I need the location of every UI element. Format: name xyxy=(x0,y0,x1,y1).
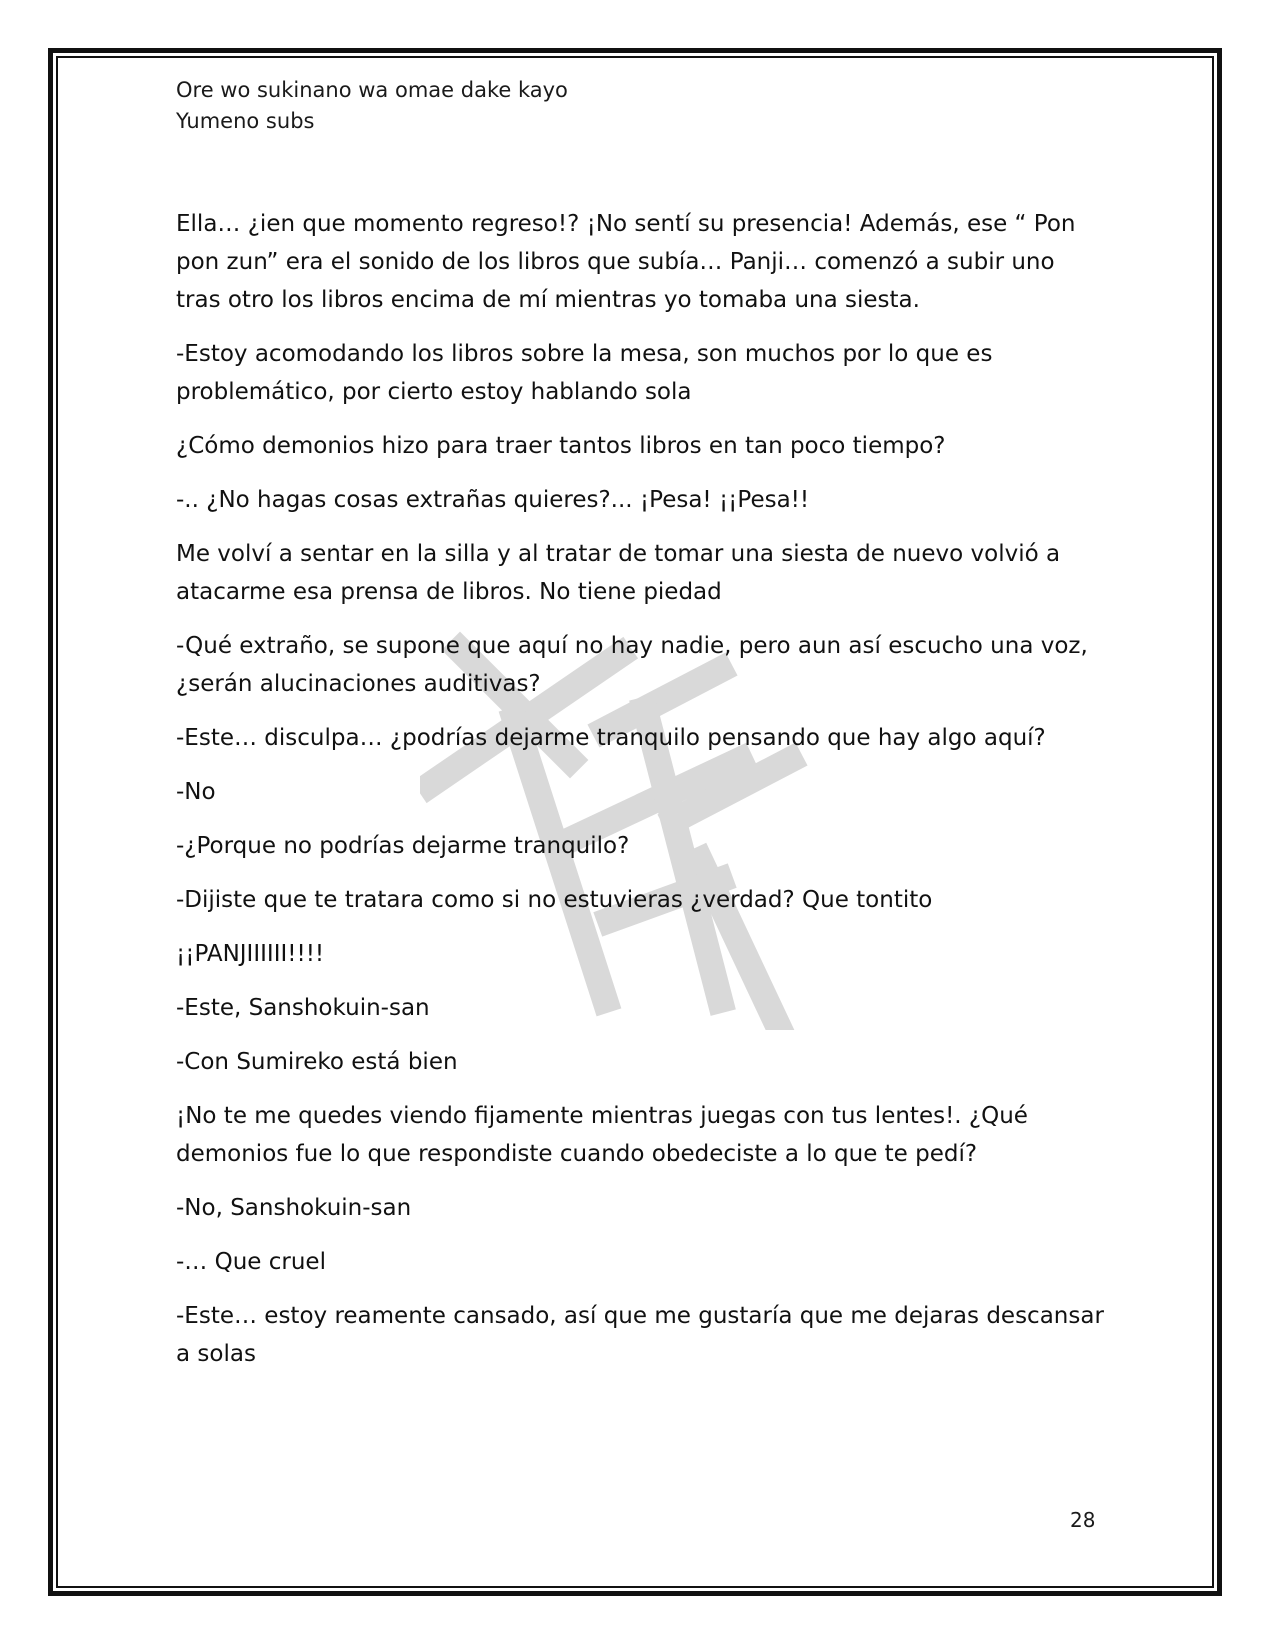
paragraph: -No, Sanshokuin-san xyxy=(176,1195,412,1221)
paragraph: ¡No te me quedes viendo fijamente mientras juegas con tus lentes!. ¿Qué demonios fue lo que respondiste cuando obedeciste a lo que te pedí? xyxy=(176,1103,1028,1167)
page-number: 28 xyxy=(1070,1508,1096,1532)
page-header xyxy=(176,75,568,137)
document-body xyxy=(176,205,1106,1389)
paragraph: Ella… ¿ien que momento regreso!? ¡No sentí su presencia! Además, ese “ Pon pon zun” era el sonido de los libros que subía… Panji… comenzó a subir uno tras otro los libros encima de mí mientras yo tomaba una siesta. xyxy=(176,211,1076,313)
paragraph: -Este, Sanshokuin-san xyxy=(176,995,430,1021)
paragraph: -… Que cruel xyxy=(176,1249,326,1275)
paragraph: -Estoy acomodando los libros sobre la mesa, son muchos por lo que es problemático, por cierto estoy hablando sola xyxy=(176,341,993,405)
header-title: Ore wo sukinano wa omae dake kayo xyxy=(176,78,568,102)
paragraph: -.. ¿No hagas cosas extrañas quieres?... ¡Pesa! ¡¡Pesa!! xyxy=(176,487,810,513)
paragraph: -Este… disculpa… ¿podrías dejarme tranquilo pensando que hay algo aquí? xyxy=(176,725,1046,751)
paragraph: -No xyxy=(176,779,216,805)
paragraph: ¡¡PANJIIIIII!!!! xyxy=(176,941,325,967)
paragraph: -Este… estoy reamente cansado, así que me gustaría que me dejaras descansar a solas xyxy=(176,1303,1104,1367)
paragraph: ¿Cómo demonios hizo para traer tantos libros en tan poco tiempo? xyxy=(176,433,946,459)
paragraph: -Con Sumireko está bien xyxy=(176,1049,458,1075)
paragraph: -Dijiste que te tratara como si no estuvieras ¿verdad? Que tontito xyxy=(176,887,933,913)
paragraph: Me volví a sentar en la silla y al tratar de tomar una siesta de nuevo volvió a atacarme esa prensa de libros. No tiene piedad xyxy=(176,541,1061,605)
paragraph: -¿Porque no podrías dejarme tranquilo? xyxy=(176,833,630,859)
paragraph: -Qué extraño, se supone que aquí no hay nadie, pero aun así escucho una voz, ¿serán alucinaciones auditivas? xyxy=(176,633,1088,697)
header-subtitle: Yumeno subs xyxy=(176,109,315,133)
